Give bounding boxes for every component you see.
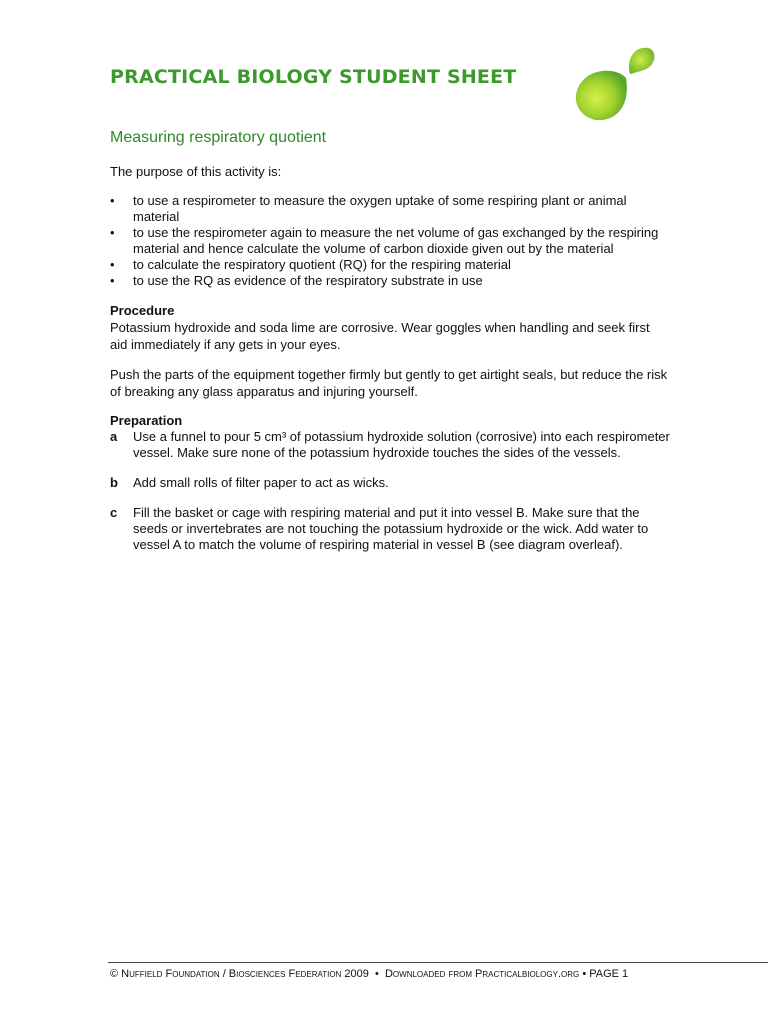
footer-site: Practicalbiology.org [475,968,580,980]
footer-organisation: Nuffield Foundation / Biosciences Federation 2009 [121,968,369,980]
footer-page-number: PAGE 1 [589,968,629,980]
preparation-steps [110,429,670,553]
document-body [110,164,670,567]
list-item: • to use a respirometer to measure the oxygen uptake of some respiring plant or animal material [110,193,627,224]
footer-separator: • [582,968,587,980]
procedure-paragraph: Push the parts of the equipment together firmly but gently to get airtight seals, but reduce the risk of breaking any glass apparatus and injuring yourself. [110,367,668,399]
step-letter: b [110,475,118,490]
list-item: • to use the RQ as evidence of the respiratory substrate in use [110,273,483,288]
step-letter: a [110,429,118,444]
procedure-heading: Procedure [110,303,175,318]
list-item: • to calculate the respiratory quotient (RQ) for the respiring material [110,257,511,272]
list-item: b Add small rolls of filter paper to act as wicks. [110,475,389,490]
purpose-list [110,193,670,289]
sheet-header-title: PRACTICAL BIOLOGY STUDENT SHEET [110,66,517,88]
bullet-icon: • [110,273,115,288]
document-title: Measuring respiratory quotient [110,129,327,146]
copyright-symbol: © [110,968,119,980]
footer-separator: • [375,968,379,980]
footer-divider [108,962,768,963]
green-drop-logo-icon [568,40,658,128]
list-item: a Use a funnel to pour 5 cm³ of potassium hydroxide solution (corrosive) into each respirometer vessel. Make sure none of the potassium hydroxide touches the sides of the vessels. [110,429,670,460]
list-item: • to use the respirometer again to measure the net volume of gas exchanged by the respiring material and hence calculate the volume of carbon dioxide given out by the material [110,225,659,256]
bullet-icon: • [110,225,115,240]
step-letter: c [110,505,118,520]
page-footer [110,968,760,980]
bullet-icon: • [110,193,115,208]
bullet-icon: • [110,257,115,272]
purpose-intro: The purpose of this activity is: [110,164,282,179]
footer-downloaded-label: Downloaded from [384,968,472,980]
list-item: c Fill the basket or cage with respiring material and put it into vessel B. Make sure that the seeds or invertebrates are not touching the potassium hydroxide or the wick. Add water to vessel A to match the volume of respiring material in vessel B (see diagram overleaf). [110,505,649,552]
preparation-heading: Preparation [110,413,183,428]
procedure-paragraph: Potassium hydroxide and soda lime are corrosive. Wear goggles when handling and seek first aid immediately if any gets in your eyes. [110,320,650,352]
